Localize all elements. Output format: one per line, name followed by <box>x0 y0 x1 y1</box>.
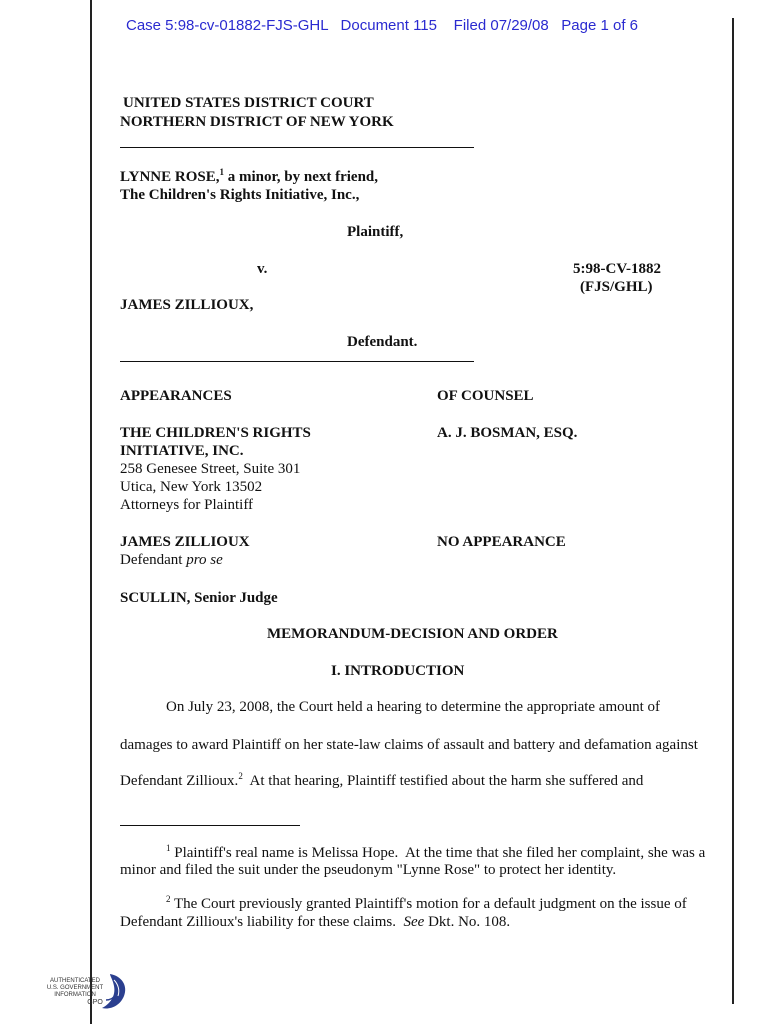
body-line-2: damages to award Plaintiff on her state-law claims of assault and battery and defamation against <box>120 737 698 753</box>
filed-date-header: Filed 07/29/08 <box>453 17 549 34</box>
defendant-appearance-name: JAMES ZILLIOUX <box>120 534 250 550</box>
footnote-2-line-2-start: Defendant Zillioux's liability for these claims. <box>120 914 404 930</box>
gpo-authentication-seal <box>40 970 132 1014</box>
versus: v. <box>257 261 268 277</box>
left-margin-rule <box>90 0 92 1024</box>
case-number-header: Case 5:98-cv-01882-FJS-GHL <box>126 17 329 34</box>
case-number: 5:98-CV-1882 <box>573 261 662 277</box>
plaintiff-role: Plaintiff, <box>347 224 404 240</box>
right-margin-rule <box>732 18 734 1004</box>
court-district: NORTHERN DISTRICT OF NEW YORK <box>120 114 394 130</box>
defendant-role: Defendant. <box>347 334 418 350</box>
firm-role: Attorneys for Plaintiff <box>120 497 254 513</box>
defendant-appearance-role <box>120 552 223 569</box>
seal-text-line-4: GPO <box>87 999 103 1006</box>
footnote-1-line-2: minor and filed the suit under the pseudonym "Lynne Rose" to protect her identity. <box>120 862 617 878</box>
firm-address-street: 258 Genesee Street, Suite 301 <box>120 461 301 477</box>
plaintiff-descriptor: a minor, by next friend, <box>223 169 379 185</box>
footnote-2-mark: 2 <box>166 894 171 904</box>
footnote-2-line-2 <box>120 914 510 931</box>
plaintiff-next-friend: The Children's Rights Initiative, Inc., <box>120 187 360 203</box>
caption-divider-top <box>120 147 474 148</box>
footnote-2-text: The Court previously granted Plaintiff's motion for a default judgment on the issue of <box>170 896 687 912</box>
footnote-2-line-1 <box>166 896 687 913</box>
defendant-role-text: Defendant <box>120 552 183 568</box>
footnote-ref-1: 1 <box>219 167 224 177</box>
body-line-3 <box>120 773 643 790</box>
seal-text-line-2: U.S. GOVERNMENT <box>46 985 104 991</box>
see-signal: See <box>403 914 425 930</box>
counsel-name: A. J. BOSMAN, ESQ. <box>437 425 578 441</box>
plaintiff-line <box>120 169 378 186</box>
firm-name-line1: THE CHILDREN'S RIGHTS <box>120 425 311 441</box>
court-name: UNITED STATES DISTRICT COURT <box>123 95 374 111</box>
body-line-3-start: Defendant Zillioux. <box>120 773 239 789</box>
judge-name: SCULLIN, Senior Judge <box>120 590 278 606</box>
footnote-1-mark: 1 <box>166 843 171 853</box>
page-count-header: Page 1 of 6 <box>561 17 638 34</box>
firm-address-city: Utica, New York 13502 <box>120 479 263 495</box>
body-line-3-end: At that hearing, Plaintiff testified about the harm she suffered and <box>242 773 644 789</box>
document-number-header: Document 115 <box>340 17 437 34</box>
defendant-name: JAMES ZILLIOUX, <box>120 297 254 313</box>
caption-divider-bottom <box>120 361 474 362</box>
pro-se-text: pro se <box>182 552 223 568</box>
footnote-2-line-2-end: Dkt. No. 108. <box>424 914 511 930</box>
body-line-1: On July 23, 2008, the Court held a hearing to determine the appropriate amount of <box>166 699 661 715</box>
footnote-ref-2: 2 <box>238 771 243 781</box>
appearances-heading: APPEARANCES <box>120 388 232 404</box>
document-title: MEMORANDUM-DECISION AND ORDER <box>267 626 558 642</box>
seal-text-line-3: INFORMATION <box>54 992 96 998</box>
plaintiff-name: LYNNE ROSE, <box>120 169 220 185</box>
of-counsel-heading: OF COUNSEL <box>437 388 534 404</box>
footnote-1-text: Plaintiff's real name is Melissa Hope. At the time that she filed her complaint, she was a <box>170 845 706 861</box>
no-appearance: NO APPEARANCE <box>437 534 566 550</box>
footnote-1-line-1 <box>166 845 705 862</box>
seal-text-line-1: AUTHENTICATED <box>50 978 100 984</box>
case-judges: (FJS/GHL) <box>580 279 653 295</box>
footnote-rule <box>120 825 300 826</box>
firm-name-line2: INITIATIVE, INC. <box>120 443 244 459</box>
section-heading: I. INTRODUCTION <box>331 663 465 679</box>
ecf-header <box>126 17 638 34</box>
